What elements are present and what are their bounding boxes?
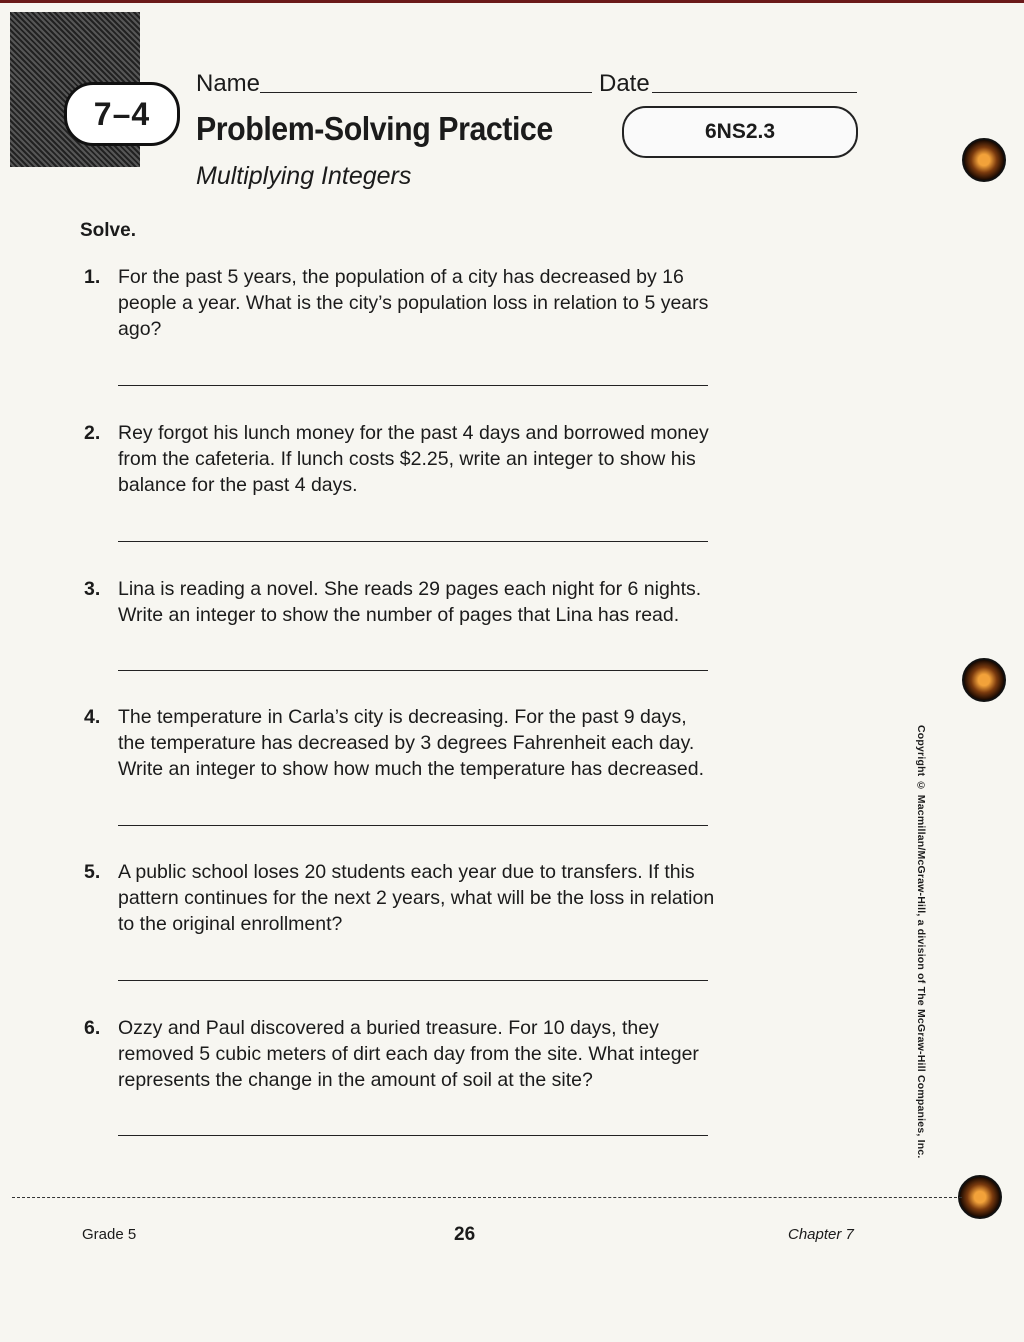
footer-divider bbox=[12, 1197, 962, 1198]
problem-text: A public school loses 20 students each year due to transfers. If this pattern continues for the next 2 years, what will be the loss in relation to the original enrollment? bbox=[118, 861, 715, 935]
page-number: 26 bbox=[454, 1224, 476, 1245]
answer-line-2[interactable] bbox=[118, 541, 708, 542]
problem-text: Lina is reading a novel. She reads 29 pages each night for 6 nights. Write an integer to show the number of pages that Lina has read. bbox=[118, 578, 702, 626]
name-label: Name bbox=[196, 70, 261, 97]
answer-line-5[interactable] bbox=[118, 980, 708, 981]
footer-grade: Grade 5 bbox=[82, 1226, 137, 1243]
instructions: Solve. bbox=[80, 220, 136, 241]
top-border bbox=[0, 0, 1024, 3]
binder-hole-icon bbox=[962, 658, 1006, 702]
binder-hole-icon bbox=[962, 138, 1006, 182]
answer-line-3[interactable] bbox=[118, 670, 708, 671]
page-title: Problem-Solving Practice bbox=[196, 110, 553, 147]
problem-number: 6. bbox=[84, 1017, 101, 1039]
standard-badge: 6NS2.3 bbox=[622, 106, 858, 158]
footer-chapter: Chapter 7 bbox=[788, 1226, 854, 1243]
date-label: Date bbox=[599, 70, 650, 97]
problem-text: Rey forgot his lunch money for the past 4 days and borrowed money from the cafeteria. If lunch costs $2.25, write an integer to show his balance for the past 4 days. bbox=[118, 422, 709, 496]
problem-text: Ozzy and Paul discovered a buried treasure. For 10 days, they removed 5 cubic meters of dirt each day from the site. What integer represents the change in the amount of soil at the site? bbox=[118, 1017, 699, 1091]
problem-number: 2. bbox=[84, 422, 101, 444]
problem-number: 3. bbox=[84, 578, 101, 600]
answer-line-4[interactable] bbox=[118, 825, 708, 826]
problem-text: For the past 5 years, the population of a city has decreased by 16 people a year. What is the city’s population loss in relation to 5 years ago? bbox=[118, 266, 709, 340]
answer-line-6[interactable] bbox=[118, 1135, 708, 1136]
lesson-number-badge: 7–4 bbox=[64, 82, 180, 146]
page-subtitle: Multiplying Integers bbox=[196, 162, 412, 190]
problem-number: 4. bbox=[84, 706, 101, 728]
date-field-line[interactable] bbox=[652, 92, 857, 93]
binder-hole-icon bbox=[958, 1175, 1002, 1219]
name-field-line[interactable] bbox=[260, 92, 592, 93]
problem-number: 1. bbox=[84, 266, 101, 288]
answer-line-1[interactable] bbox=[118, 385, 708, 386]
problem-text: The temperature in Carla’s city is decreasing. For the past 9 days, the temperature has decreased by 3 degrees Fahrenheit each day. Write an integer to show how much the temperature has decreased. bbox=[118, 706, 705, 780]
copyright-notice: Copyright © Macmillan/McGraw-Hill, a division of The McGraw-Hill Companies, Inc. bbox=[915, 725, 927, 1159]
problem-number: 5. bbox=[84, 861, 101, 883]
